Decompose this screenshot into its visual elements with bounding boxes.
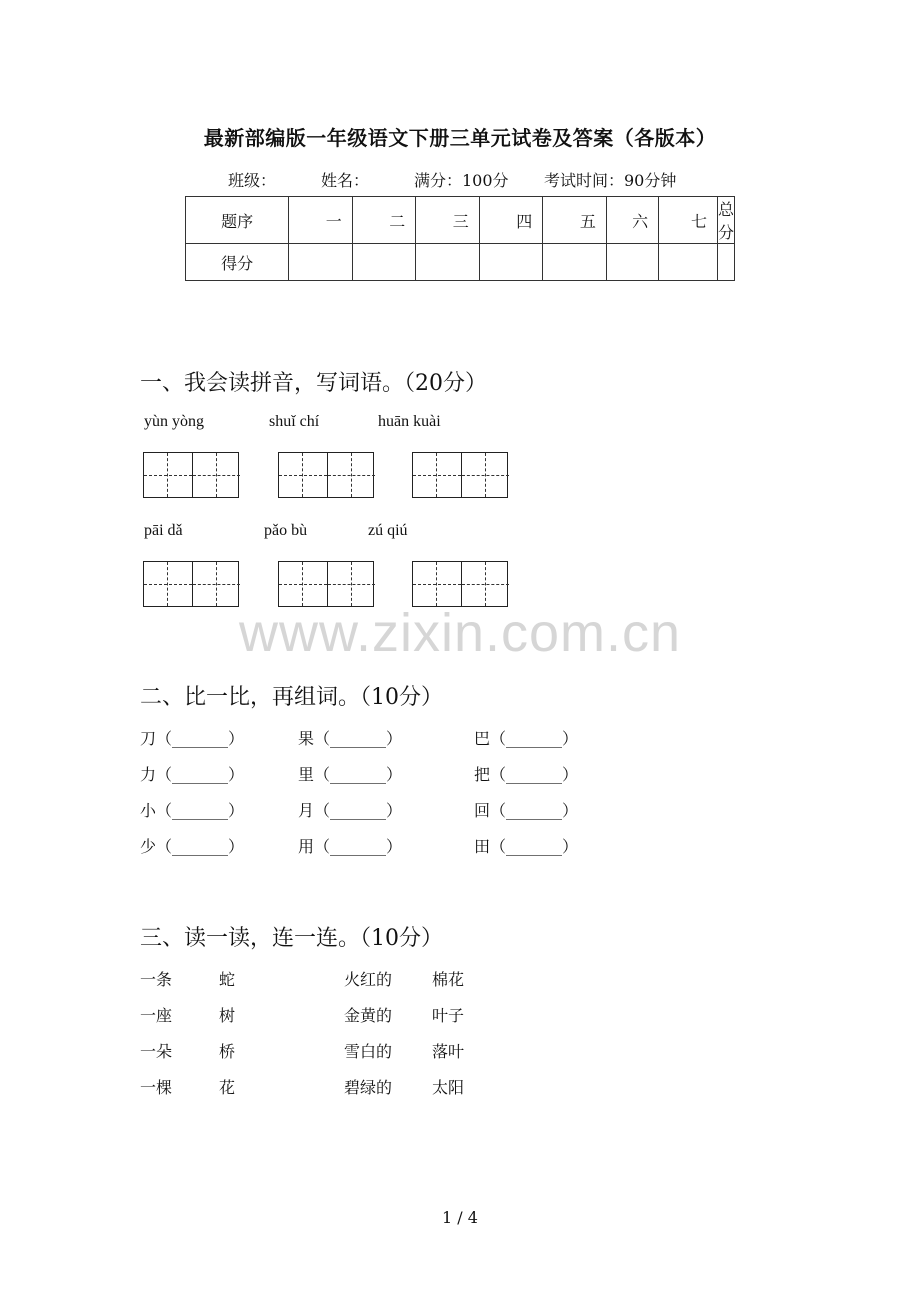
- compare-item[interactable]: 月（_______）: [298, 801, 403, 820]
- compare-item[interactable]: 少（_______）: [140, 837, 245, 856]
- writing-grid[interactable]: [412, 452, 508, 498]
- match-item[interactable]: 叶子: [432, 1006, 465, 1025]
- writing-grid[interactable]: [278, 452, 374, 498]
- compare-item[interactable]: 巴（_______）: [474, 729, 579, 748]
- watermark: www.zixin.com.cn: [238, 603, 682, 663]
- writing-grid[interactable]: [143, 452, 239, 498]
- exam-time-label: 考试时间：90分钟: [544, 171, 677, 190]
- writing-cell[interactable]: [192, 562, 240, 606]
- pinyin-label: shuǐ chí: [269, 413, 320, 430]
- match-item[interactable]: 一条: [140, 970, 173, 989]
- writing-grid[interactable]: [278, 561, 374, 607]
- score-table-header-cell: 五: [543, 197, 607, 244]
- writing-cell[interactable]: [327, 562, 375, 606]
- score-cell[interactable]: [606, 244, 658, 281]
- match-item[interactable]: 棉花: [432, 970, 465, 989]
- compare-item[interactable]: 把（_______）: [474, 765, 579, 784]
- section1-heading: 一、我会读拼音，写词语。（20分）: [140, 371, 487, 396]
- writing-cell[interactable]: [279, 453, 327, 497]
- match-item[interactable]: 太阳: [432, 1078, 465, 1097]
- score-cell[interactable]: [479, 244, 543, 281]
- class-label: 班级：: [228, 171, 277, 190]
- score-table-header-cell: 七: [659, 197, 718, 244]
- writing-cell[interactable]: [144, 453, 192, 497]
- score-cell[interactable]: [352, 244, 416, 281]
- writing-cell[interactable]: [461, 562, 509, 606]
- writing-cell[interactable]: [327, 453, 375, 497]
- pinyin-label: pǎo bù: [264, 522, 308, 539]
- writing-cell[interactable]: [413, 562, 461, 606]
- pinyin-label: huān kuài: [378, 413, 441, 430]
- full-score-label: 满分：100分: [414, 171, 509, 190]
- name-label: 姓名：: [321, 171, 370, 190]
- writing-cell[interactable]: [413, 453, 461, 497]
- match-item[interactable]: 花: [219, 1078, 236, 1097]
- compare-item[interactable]: 小（_______）: [140, 801, 245, 820]
- section3-heading: 三、读一读，连一连。（10分）: [140, 926, 443, 951]
- writing-grid[interactable]: [143, 561, 239, 607]
- score-table-header-row: [186, 197, 735, 244]
- section2-heading: 二、比一比，再组词。（10分）: [140, 685, 443, 710]
- score-table-score-row: [186, 244, 735, 281]
- writing-grid[interactable]: [412, 561, 508, 607]
- score-cell[interactable]: [659, 244, 718, 281]
- score-table: [185, 196, 735, 281]
- score-cell[interactable]: [717, 244, 734, 281]
- match-item[interactable]: 雪白的: [344, 1042, 393, 1061]
- writing-cell[interactable]: [192, 453, 240, 497]
- score-cell[interactable]: [543, 244, 607, 281]
- match-item[interactable]: 蛇: [219, 970, 236, 989]
- compare-item[interactable]: 力（_______）: [140, 765, 245, 784]
- compare-item[interactable]: 用（_______）: [298, 837, 403, 856]
- match-item[interactable]: 一朵: [140, 1042, 173, 1061]
- score-table-header-cell: 题序: [186, 197, 289, 244]
- pinyin-label: zú qiú: [368, 522, 408, 539]
- pinyin-label: pāi dǎ: [144, 522, 183, 539]
- match-item[interactable]: 火红的: [344, 970, 393, 989]
- match-item[interactable]: 一座: [140, 1006, 173, 1025]
- compare-item[interactable]: 田（_______）: [474, 837, 579, 856]
- score-row-label: 得分: [186, 244, 289, 281]
- writing-cell[interactable]: [144, 562, 192, 606]
- writing-cell[interactable]: [461, 453, 509, 497]
- compare-item[interactable]: 果（_______）: [298, 729, 403, 748]
- score-cell[interactable]: [289, 244, 353, 281]
- page-number: 1 / 4: [442, 1208, 478, 1227]
- score-cell[interactable]: [416, 244, 480, 281]
- pinyin-label: yùn yòng: [144, 413, 204, 430]
- score-table-header-cell: 三: [416, 197, 480, 244]
- match-item[interactable]: 桥: [219, 1042, 236, 1061]
- compare-item[interactable]: 回（_______）: [474, 801, 579, 820]
- document-title: 最新部编版一年级语文下册三单元试卷及答案（各版本）: [203, 126, 717, 150]
- match-item[interactable]: 一棵: [140, 1078, 173, 1097]
- score-table-header-cell: 二: [352, 197, 416, 244]
- match-item[interactable]: 落叶: [432, 1042, 465, 1061]
- match-item[interactable]: 金黄的: [344, 1006, 393, 1025]
- writing-cell[interactable]: [279, 562, 327, 606]
- match-item[interactable]: 碧绿的: [344, 1078, 393, 1097]
- score-table-header-cell: 四: [479, 197, 543, 244]
- compare-item[interactable]: 刀（_______）: [140, 729, 245, 748]
- match-item[interactable]: 树: [219, 1006, 236, 1025]
- score-table-header-cell: 一: [289, 197, 353, 244]
- compare-item[interactable]: 里（_______）: [298, 765, 403, 784]
- score-table-header-cell: 六: [606, 197, 658, 244]
- score-table-header-cell: 总分: [717, 197, 734, 244]
